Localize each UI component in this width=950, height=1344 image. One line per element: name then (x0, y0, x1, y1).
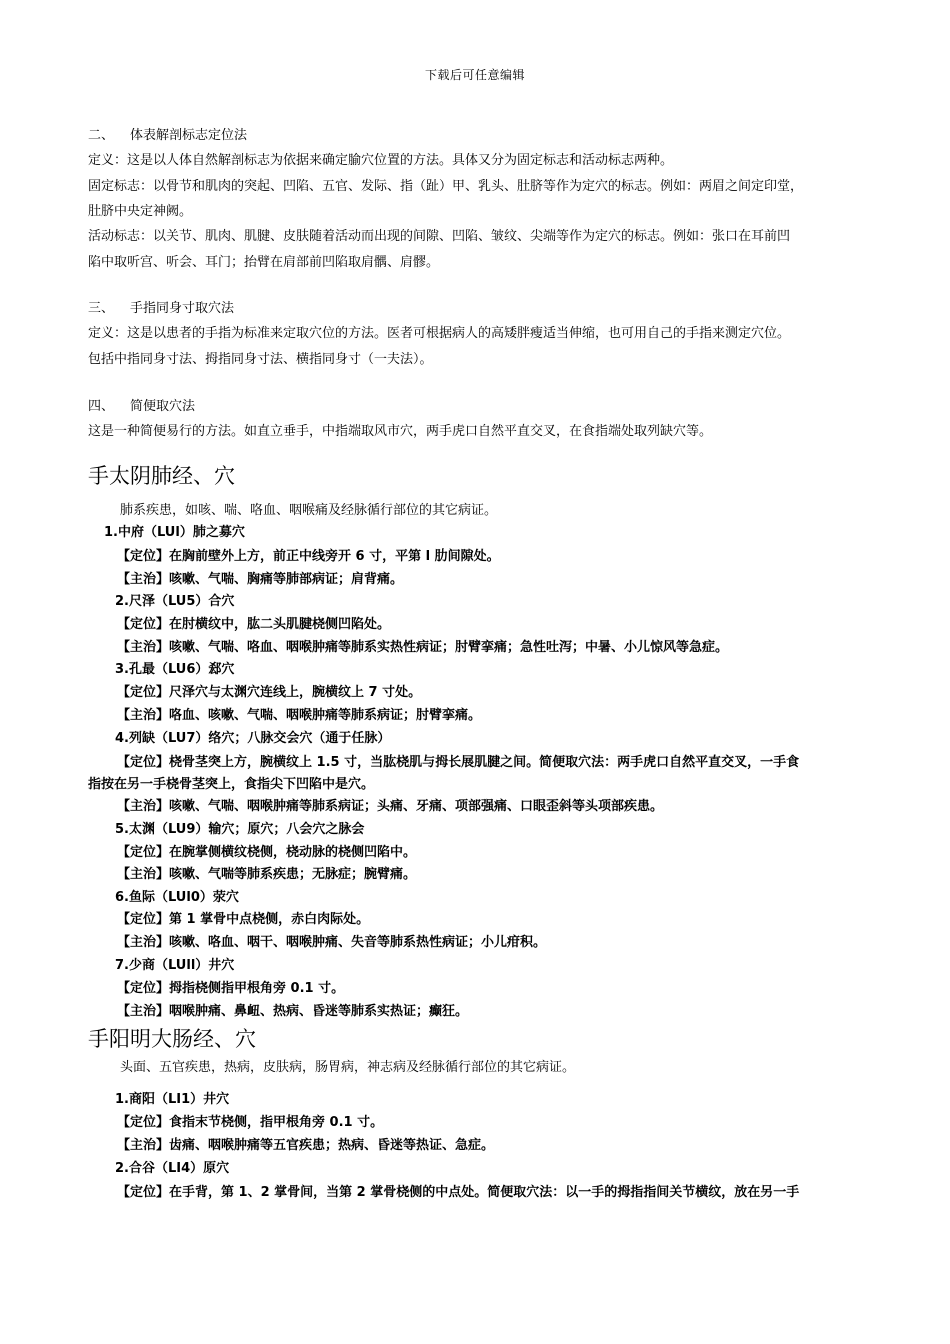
acupoint-heading: 1.中府（LUl）肺之募穴 (104, 525, 245, 540)
acupoint-indication: 【主治】咯血、咳嗽、气喘、咽喉肿痛等肺系病证；肘臂挛痛。 (117, 708, 482, 723)
paragraph: 定义：这是以人体自然解剖标志为依据来确定腧穴位置的方法。具体又分为固定标志和活动标志两种。 (88, 153, 674, 168)
section-number: 二、 (88, 128, 115, 143)
acupoint-location: 【定位】桡骨茎突上方，腕横纹上 1.5 寸，当肱桡肌与拇长展肌腱之间。简便取穴法：两手虎口自然平直交叉，一手食 (117, 755, 800, 770)
paragraph: 活动标志：以关节、肌肉、肌腱、皮肤随着活动而出现的间隙、凹陷、皱纹、尖端等作为定穴的标志。例如：张口在耳前凹 (88, 229, 791, 244)
paragraph: 陷中取听宫、听会、耳门；抬臂在肩部前凹陷取肩髃、肩髎。 (88, 255, 440, 270)
section-heading (88, 301, 878, 317)
paragraph: 肚脐中央定神阙。 (88, 204, 193, 219)
acupoint-heading: 1.商阳（LI1）井穴 (115, 1092, 230, 1107)
chapter-title: 手太阴肺经、穴 (88, 464, 235, 488)
acupoint-heading: 4.列缺（LU7）络穴；八脉交会穴（通于任脉） (115, 731, 391, 746)
acupoint-heading: 2.尺泽（LU5）合穴 (115, 594, 235, 609)
acupoint-heading: 5.太渊（LU9）输穴；原穴；八会穴之脉会 (115, 822, 365, 837)
acupoint-heading: 3.孔最（LU6）郄穴 (115, 662, 235, 677)
acupoint-indication: 【主治】咽喉肿痛、鼻衄、热病、昏迷等肺系实热证；癫狂。 (117, 1004, 469, 1019)
acupoint-location: 【定位】在腕掌侧横纹桡侧，桡动脉的桡侧凹陷中。 (117, 845, 417, 860)
acupoint-location: 【定位】尺泽穴与太渊穴连线上，腕横纹上 7 寸处。 (117, 685, 422, 700)
acupoint-indication: 【主治】咳嗽、气喘、咯血、咽喉肿痛等肺系实热性病证；肘臂挛痛；急性吐泻；中暑、小儿惊风等急症。 (117, 640, 729, 655)
acupoint-indication: 【主治】咳嗽、气喘等肺系疾患；无脉症；腕臂痛。 (117, 867, 417, 882)
paragraph: 这是一种简便易行的方法。如直立垂手，中指端取风市穴，两手虎口自然平直交叉，在食指端处取列缺穴等。 (88, 424, 713, 439)
acupoint-location: 【定位】在手背，第 1、2 掌骨间，当第 2 掌骨桡侧的中点处。简便取穴法：以一手的拇指指间关节横纹，放在另一手 (117, 1185, 800, 1200)
acupoint-location: 【定位】在肘横纹中，肱二头肌腱桡侧凹陷处。 (117, 617, 391, 632)
section-title: 简便取穴法 (130, 399, 196, 414)
section-number: 四、 (88, 399, 115, 414)
acupoint-heading: 7.少商（LUll）井穴 (115, 958, 235, 973)
paragraph: 固定标志：以骨节和肌肉的突起、凹陷、五官、发际、指（趾）甲、乳头、肚脐等作为定穴的标志。例如：两眉之间定印堂， (88, 179, 804, 194)
acupoint-heading: 6.鱼际（LUl0）荥穴 (115, 890, 239, 905)
acupoint-location: 【定位】食指末节桡侧，指甲根角旁 0.1 寸。 (117, 1115, 384, 1130)
paragraph: 定义：这是以患者的手指为标准来定取穴位的方法。医者可根据病人的高矮胖瘦适当伸缩，也可用自己的手指来测定穴位。 (88, 326, 791, 341)
acupoint-location: 【定位】拇指桡侧指甲根角旁 0.1 寸。 (117, 981, 345, 996)
acupoint-location: 【定位】第 1 掌骨中点桡侧，赤白肉际处。 (117, 912, 370, 927)
acupoint-indication: 【主治】齿痛、咽喉肿痛等五官疾患；热病、昏迷等热证、急症。 (117, 1138, 495, 1153)
chapter-intro: 肺系疾患，如咳、喘、咯血、咽喉痛及经脉循行部位的其它病证。 (120, 503, 498, 518)
paragraph: 包括中指同身寸法、拇指同身寸法、横指同身寸（一夫法）。 (88, 352, 433, 367)
acupoint-location-cont: 指按在另一手桡骨茎突上，食指尖下凹陷中是穴。 (88, 777, 375, 792)
chapter-intro: 头面、五官疾患，热病，皮肤病，肠胃病，神志病及经脉循行部位的其它病证。 (120, 1060, 576, 1075)
chapter-title: 手阳明大肠经、穴 (88, 1027, 256, 1051)
acupoint-heading: 2.合谷（LI4）原穴 (115, 1161, 230, 1176)
section-number: 三、 (88, 301, 115, 316)
acupoint-location: 【定位】在胸前壁外上方，前正中线旁开 6 寸，平第 l 肋间隙处。 (117, 549, 500, 564)
section-heading (88, 128, 878, 144)
section-title: 手指同身寸取穴法 (130, 301, 235, 316)
section-heading (88, 399, 878, 415)
acupoint-indication: 【主治】咳嗽、气喘、胸痛等肺部病证；肩背痛。 (117, 572, 404, 587)
page-header: 下载后可任意编辑 (424, 68, 525, 82)
section-title: 体表解剖标志定位法 (130, 128, 248, 143)
acupoint-indication: 【主治】咳嗽、咯血、咽干、咽喉肿痛、失音等肺系热性病证；小儿疳积。 (117, 935, 547, 950)
acupoint-indication: 【主治】咳嗽、气喘、咽喉肿痛等肺系病证；头痛、牙痛、项部强痛、口眼歪斜等头项部疾患。 (117, 799, 664, 814)
